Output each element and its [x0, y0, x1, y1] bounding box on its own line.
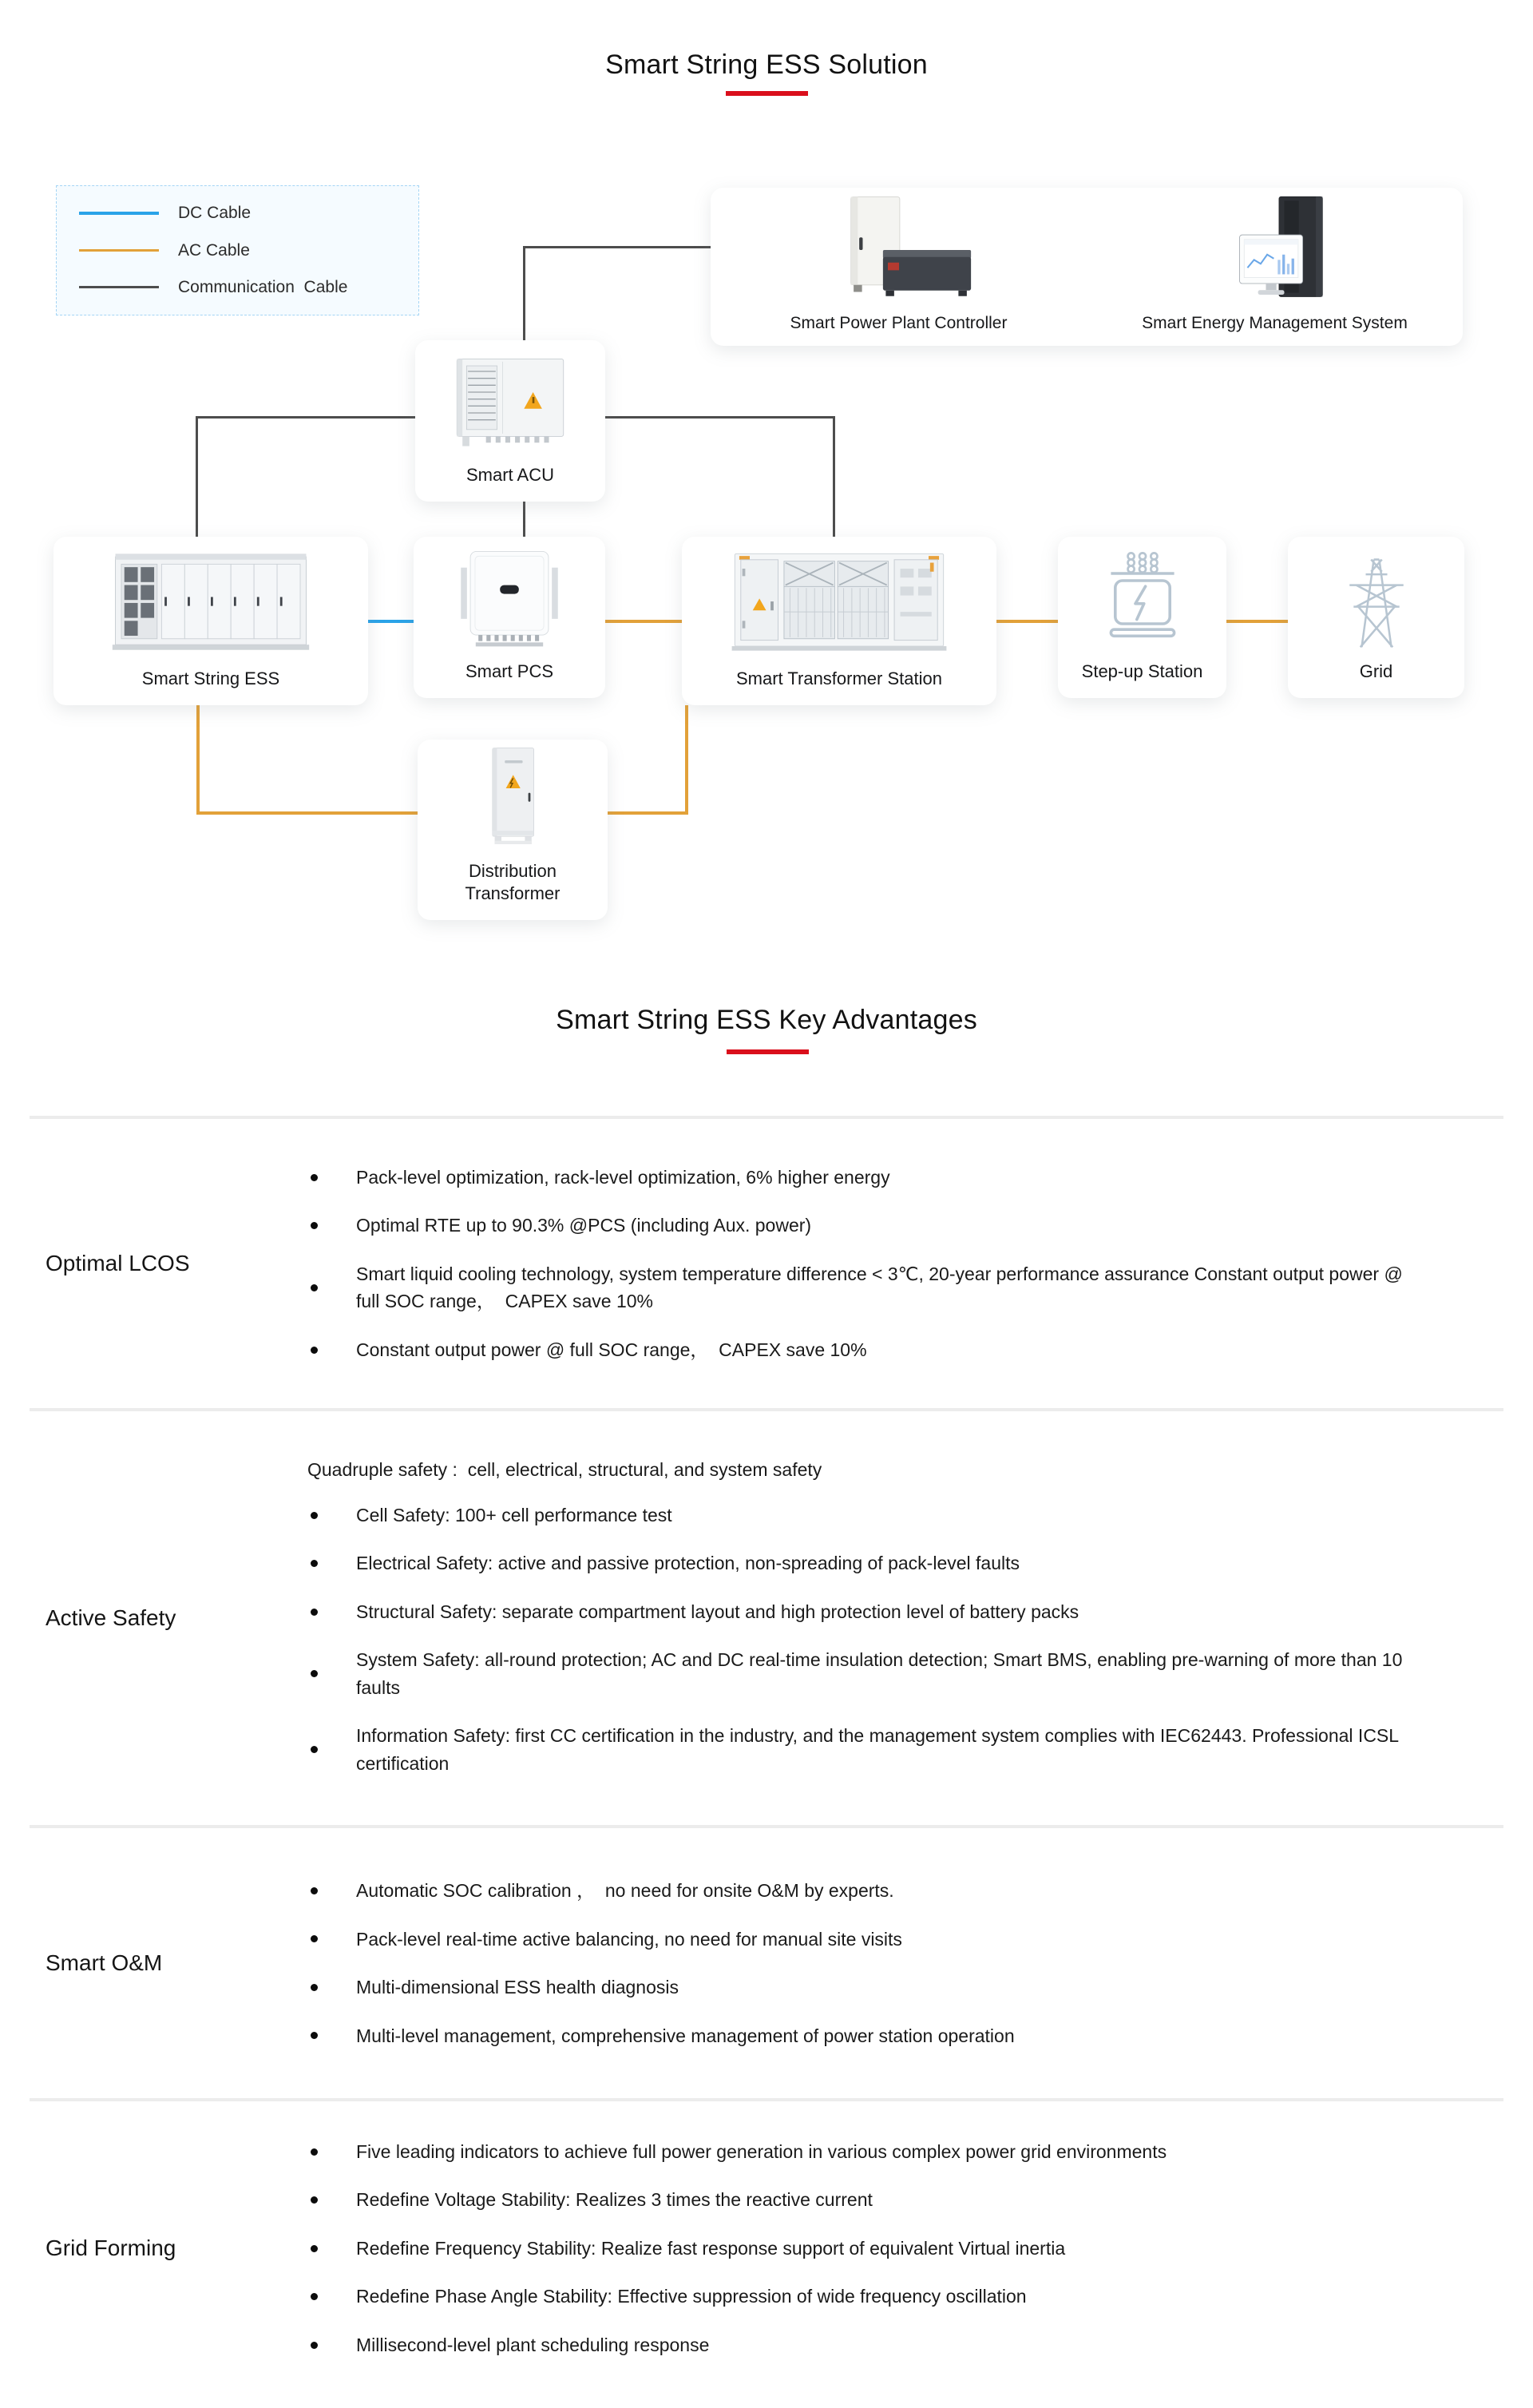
bullet-icon [311, 2293, 318, 2300]
bullet-icon [311, 1284, 318, 1291]
ac-loop-up-to-transformer [685, 705, 688, 815]
bullet-text: Cell Safety: 100+ cell performance test [356, 1504, 672, 1525]
smart-energy-management-system-node [1087, 188, 1463, 346]
communication-cable-line-swatch [79, 286, 159, 288]
table-row [30, 1116, 1503, 1408]
bullet-icon [311, 1984, 318, 1991]
list-item [307, 2138, 1503, 2166]
list-item [307, 1212, 1503, 1240]
legend-label: AC Cable [178, 240, 250, 260]
list-item [307, 2283, 1503, 2311]
bullet-icon [311, 1347, 318, 1354]
distribution-transformer-icon [449, 744, 576, 855]
list-item [307, 1549, 1503, 1577]
legend-label: Communication Cable [178, 277, 348, 296]
smart-acu-node [415, 340, 605, 502]
smart-acu-icon [434, 351, 586, 454]
list-item [307, 1336, 1503, 1364]
row-label-smart-om: Smart O&M [46, 1950, 163, 1975]
bullet-icon [311, 2148, 318, 2156]
list-item [307, 1260, 1503, 1315]
bullet-icon [311, 1670, 318, 1677]
bullet-icon [311, 1174, 318, 1181]
smart-string-ess-image [53, 537, 368, 668]
ac-cable-transformer-to-stepup [996, 620, 1058, 623]
row-label-active-safety: Active Safety [46, 1605, 176, 1630]
step-up-station-icon [1079, 545, 1206, 653]
list-item [307, 1164, 1503, 1192]
smart-string-ess-icon [99, 546, 323, 658]
advantages-title-underline [727, 1049, 809, 1054]
smart-energy-management-system-label: Smart Energy Management System [1142, 313, 1408, 332]
bullet-icon [311, 1560, 318, 1567]
distribution-transformer-label-line2: Transformer [465, 883, 561, 904]
smart-string-ess-node [53, 537, 368, 705]
smart-power-plant-controller-node [711, 188, 1087, 346]
table-row [30, 1825, 1503, 2098]
step-up-station-label: Step-up Station [1081, 661, 1203, 682]
bullet-text: System Safety: all-round protection; AC and DC real-time insulation detection; Smart BMS, enabling pre-warning of more than 10 faults [356, 1649, 1408, 1698]
solution-title-underline [726, 91, 808, 96]
row-content [307, 1411, 1503, 1825]
bullet-icon [311, 1935, 318, 1942]
distribution-transformer-node [418, 740, 608, 920]
bullet-text: Multi-dimensional ESS health diagnosis [356, 1977, 679, 1997]
list-item [307, 1598, 1503, 1626]
smart-pcs-image [414, 537, 605, 661]
power-plant-controller-icon [807, 194, 991, 306]
bullet-icon [311, 1512, 318, 1519]
table-row [30, 1408, 1503, 1825]
bullet-text: Pack-level real-time active balancing, no need for manual site visits [356, 1928, 902, 1950]
comm-line-acu-to-controller [524, 246, 711, 248]
smart-pcs-icon [450, 545, 569, 653]
smart-pcs-node [414, 537, 605, 698]
dc-cable-line-swatch [79, 212, 159, 215]
advantages-table [30, 1116, 1503, 2395]
bullet-icon [311, 2196, 318, 2204]
legend-item-ac [57, 241, 418, 260]
bullet-text: Information Safety: first CC certification in the industry, and the management system complies with IEC62443. Professional ICSL certification [356, 1725, 1404, 1774]
bullet-icon [311, 1746, 318, 1753]
legend-item-dc [57, 204, 418, 223]
step-up-station-node [1058, 537, 1226, 698]
ac-loop-right-horizontal [608, 811, 688, 815]
distribution-transformer-label-line1: Distribution [468, 860, 557, 881]
bullet-icon [311, 1887, 318, 1894]
grid-label: Grid [1359, 661, 1393, 682]
smart-transformer-station-label: Smart Transformer Station [736, 668, 942, 689]
row-label-grid-forming: Grid Forming [46, 2235, 176, 2260]
bullet-text: Optimal RTE up to 90.3% @PCS (including Aux. power) [356, 1215, 812, 1236]
bullet-icon [311, 1609, 318, 1616]
bullet-text: Structural Safety: separate compartment layout and high protection level of battery packs [356, 1601, 1079, 1622]
bullet-text: Millisecond-level plant scheduling response [356, 2334, 710, 2355]
row-intro-text: Quadruple safety : cell, electrical, structural, and system safety [307, 1458, 822, 1480]
smart-transformer-station-icon [719, 546, 959, 658]
list-item [307, 2331, 1503, 2359]
smart-string-ess-label: Smart String ESS [141, 668, 280, 689]
smart-acu-label: Smart ACU [465, 465, 555, 486]
grid-node [1288, 537, 1464, 698]
bullet-text: Redefine Voltage Stability: Realizes 3 times the reactive current [356, 2189, 873, 2211]
bullet-icon [311, 2245, 318, 2252]
dc-cable-ess-to-pcs [368, 620, 414, 623]
bullet-text: Electrical Safety: active and passive protection, non-spreading of pack-level faults [356, 1553, 1020, 1574]
comm-drop-transformer-station [833, 416, 835, 537]
distribution-transformer-label [465, 860, 561, 920]
ac-cable-stepup-to-grid [1226, 620, 1288, 623]
list-item [307, 1722, 1503, 1777]
legend-item-comm [57, 278, 418, 297]
row-content [307, 1828, 1503, 2098]
bullet-icon [311, 2342, 318, 2349]
smart-transformer-station-node [682, 537, 996, 705]
legend-label: DC Cable [178, 204, 252, 223]
advantages-title: Smart String ESS Key Advantages [556, 1005, 977, 1035]
row-label-optimal-lcos: Optimal LCOS [46, 1251, 190, 1275]
bullet-icon [311, 2032, 318, 2039]
comm-trunk-left [196, 416, 417, 419]
management-devices-card [711, 188, 1463, 346]
bullet-text: Five leading indicators to achieve full power generation in various complex power grid environments [356, 2140, 1167, 2162]
list-item [307, 2022, 1503, 2050]
bullet-icon [311, 1222, 318, 1229]
grid-image [1288, 537, 1464, 661]
table-row [30, 2098, 1503, 2395]
comm-trunk-right [604, 416, 834, 419]
list-item [307, 2186, 1503, 2214]
bullet-text: Multi-level management, comprehensive management of power station operation [356, 2025, 1015, 2046]
list-item [307, 1974, 1503, 2001]
row-content [307, 1119, 1503, 1408]
smart-energy-management-system-image [1087, 188, 1463, 312]
list-item [307, 1502, 1503, 1529]
bullet-text: Pack-level optimization, rack-level optimization, 6% higher energy [356, 1166, 890, 1188]
ac-cable-pcs-to-transformer [605, 620, 682, 623]
solution-title: Smart String ESS Solution [605, 50, 928, 80]
energy-management-system-icon [1187, 194, 1363, 306]
smart-acu-image [415, 340, 605, 464]
list-item [307, 1646, 1503, 1701]
ac-cable-line-swatch [79, 249, 159, 252]
cable-legend [56, 185, 419, 315]
ac-loop-down-from-ess [196, 705, 200, 815]
bullet-text: Smart liquid cooling technology, system temperature difference < 3℃, 20-year performance assurance Constant output power @ full SOC range， CAPEX save 10% [356, 1263, 1408, 1312]
distribution-transformer-image [418, 740, 608, 860]
row-content [307, 2101, 1503, 2395]
smart-power-plant-controller-image [711, 188, 1087, 312]
grid-tower-icon [1329, 545, 1424, 653]
comm-line-acu-top [523, 246, 525, 342]
step-up-station-image [1058, 537, 1226, 661]
smart-power-plant-controller-label: Smart Power Plant Controller [790, 313, 1008, 332]
list-item [307, 1926, 1503, 1954]
bullet-text: Redefine Frequency Stability: Realize fast response support of equivalent Virtual inertia [356, 2237, 1066, 2259]
list-item [307, 2235, 1503, 2263]
list-item [307, 1877, 1503, 1905]
bullet-text: Automatic SOC calibration ， no need for onsite O&M by experts. [356, 1880, 894, 1901]
comm-drop-ess [196, 416, 198, 537]
smart-transformer-station-image [682, 537, 996, 668]
comm-drop-pcs [523, 500, 525, 537]
smart-pcs-label: Smart PCS [465, 661, 554, 682]
bullet-text: Constant output power @ full SOC range， CAPEX save 10% [356, 1339, 867, 1360]
bullet-text: Redefine Phase Angle Stability: Effective suppression of wide frequency oscillation [356, 2286, 1027, 2307]
ac-loop-left-horizontal [196, 811, 418, 815]
